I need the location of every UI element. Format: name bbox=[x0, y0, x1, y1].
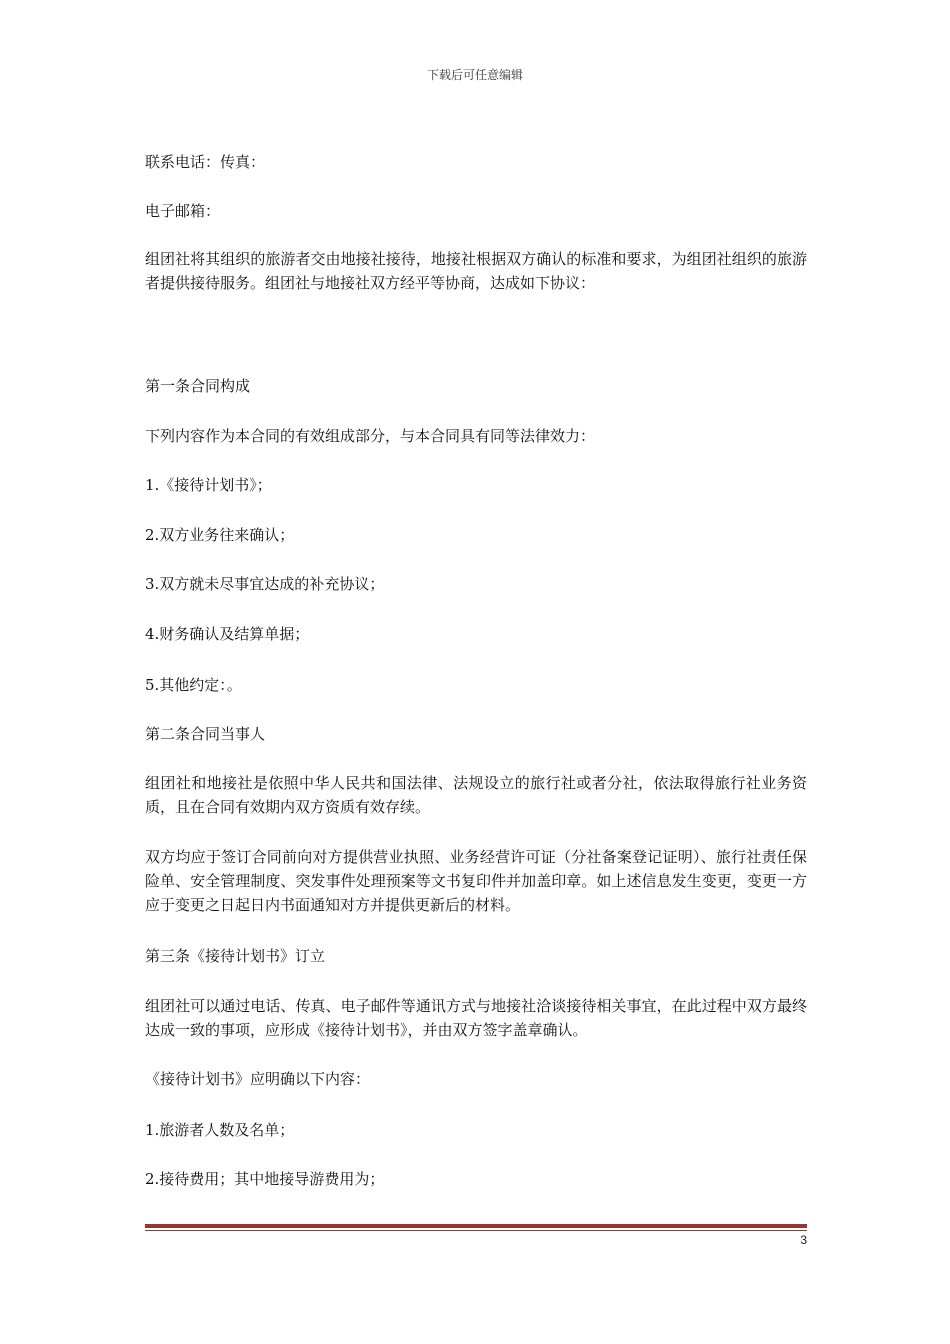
intro-paragraph: 组团社将其组织的旅游者交由地接社接待，地接社根据双方确认的标准和要求，为组团社组织的旅游者提供接待服务。组团社与地接社双方经平等协商，达成如下协议： bbox=[145, 250, 807, 292]
list-item: 4.财务确认及结算单据； bbox=[145, 625, 310, 643]
list-item: 1.旅游者人数及名单； bbox=[145, 1121, 295, 1139]
article-2-heading: 第二条合同当事人 bbox=[145, 725, 266, 743]
footer-rule bbox=[145, 1224, 807, 1228]
email-line: 电子邮箱： bbox=[145, 202, 221, 220]
list-item: 2.双方业务往来确认； bbox=[145, 526, 295, 544]
article-2-paragraph-2: 双方均应于签订合同前向对方提供营业执照、业务经营许可证（分社备案登记证明）、旅行社责任保险单、安全管理制度、突发事件处理预案等文书复印件并加盖印章。如上述信息发生变更，变更一方应于变更之日起日内书面通知对方并提供更新后的材料。 bbox=[145, 848, 807, 914]
list-item: 1.《接待计划书》； bbox=[145, 476, 272, 494]
article-3-heading: 第三条《接待计划书》订立 bbox=[145, 947, 326, 965]
page-header: 下载后可任意编辑 bbox=[426, 68, 523, 82]
article-3-paragraph-2: 《接待计划书》应明确以下内容： bbox=[145, 1070, 371, 1088]
page-number: 3 bbox=[800, 1233, 807, 1247]
article-3-paragraph-1: 组团社可以通过电话、传真、电子邮件等通讯方式与地接社洽谈接待相关事宜，在此过程中双方最终达成一致的事项，应形成《接待计划书》，并由双方签字盖章确认。 bbox=[145, 997, 807, 1039]
contact-phone-fax-line: 联系电话：传真： bbox=[145, 153, 266, 171]
list-item: 5.其他约定：。 bbox=[145, 676, 242, 694]
article-1-heading: 第一条合同构成 bbox=[145, 377, 251, 395]
footer-rule-thin bbox=[145, 1230, 807, 1231]
article-1-intro: 下列内容作为本合同的有效组成部分，与本合同具有同等法律效力： bbox=[145, 427, 596, 445]
article-2-paragraph-1: 组团社和地接社是依照中华人民共和国法律、法规设立的旅行社或者分社，依法取得旅行社业务资质，且在合同有效期内双方资质有效存续。 bbox=[145, 774, 807, 816]
list-item: 3.双方就未尽事宜达成的补充协议； bbox=[145, 575, 385, 593]
list-item: 2.接待费用；其中地接导游费用为； bbox=[145, 1170, 385, 1188]
